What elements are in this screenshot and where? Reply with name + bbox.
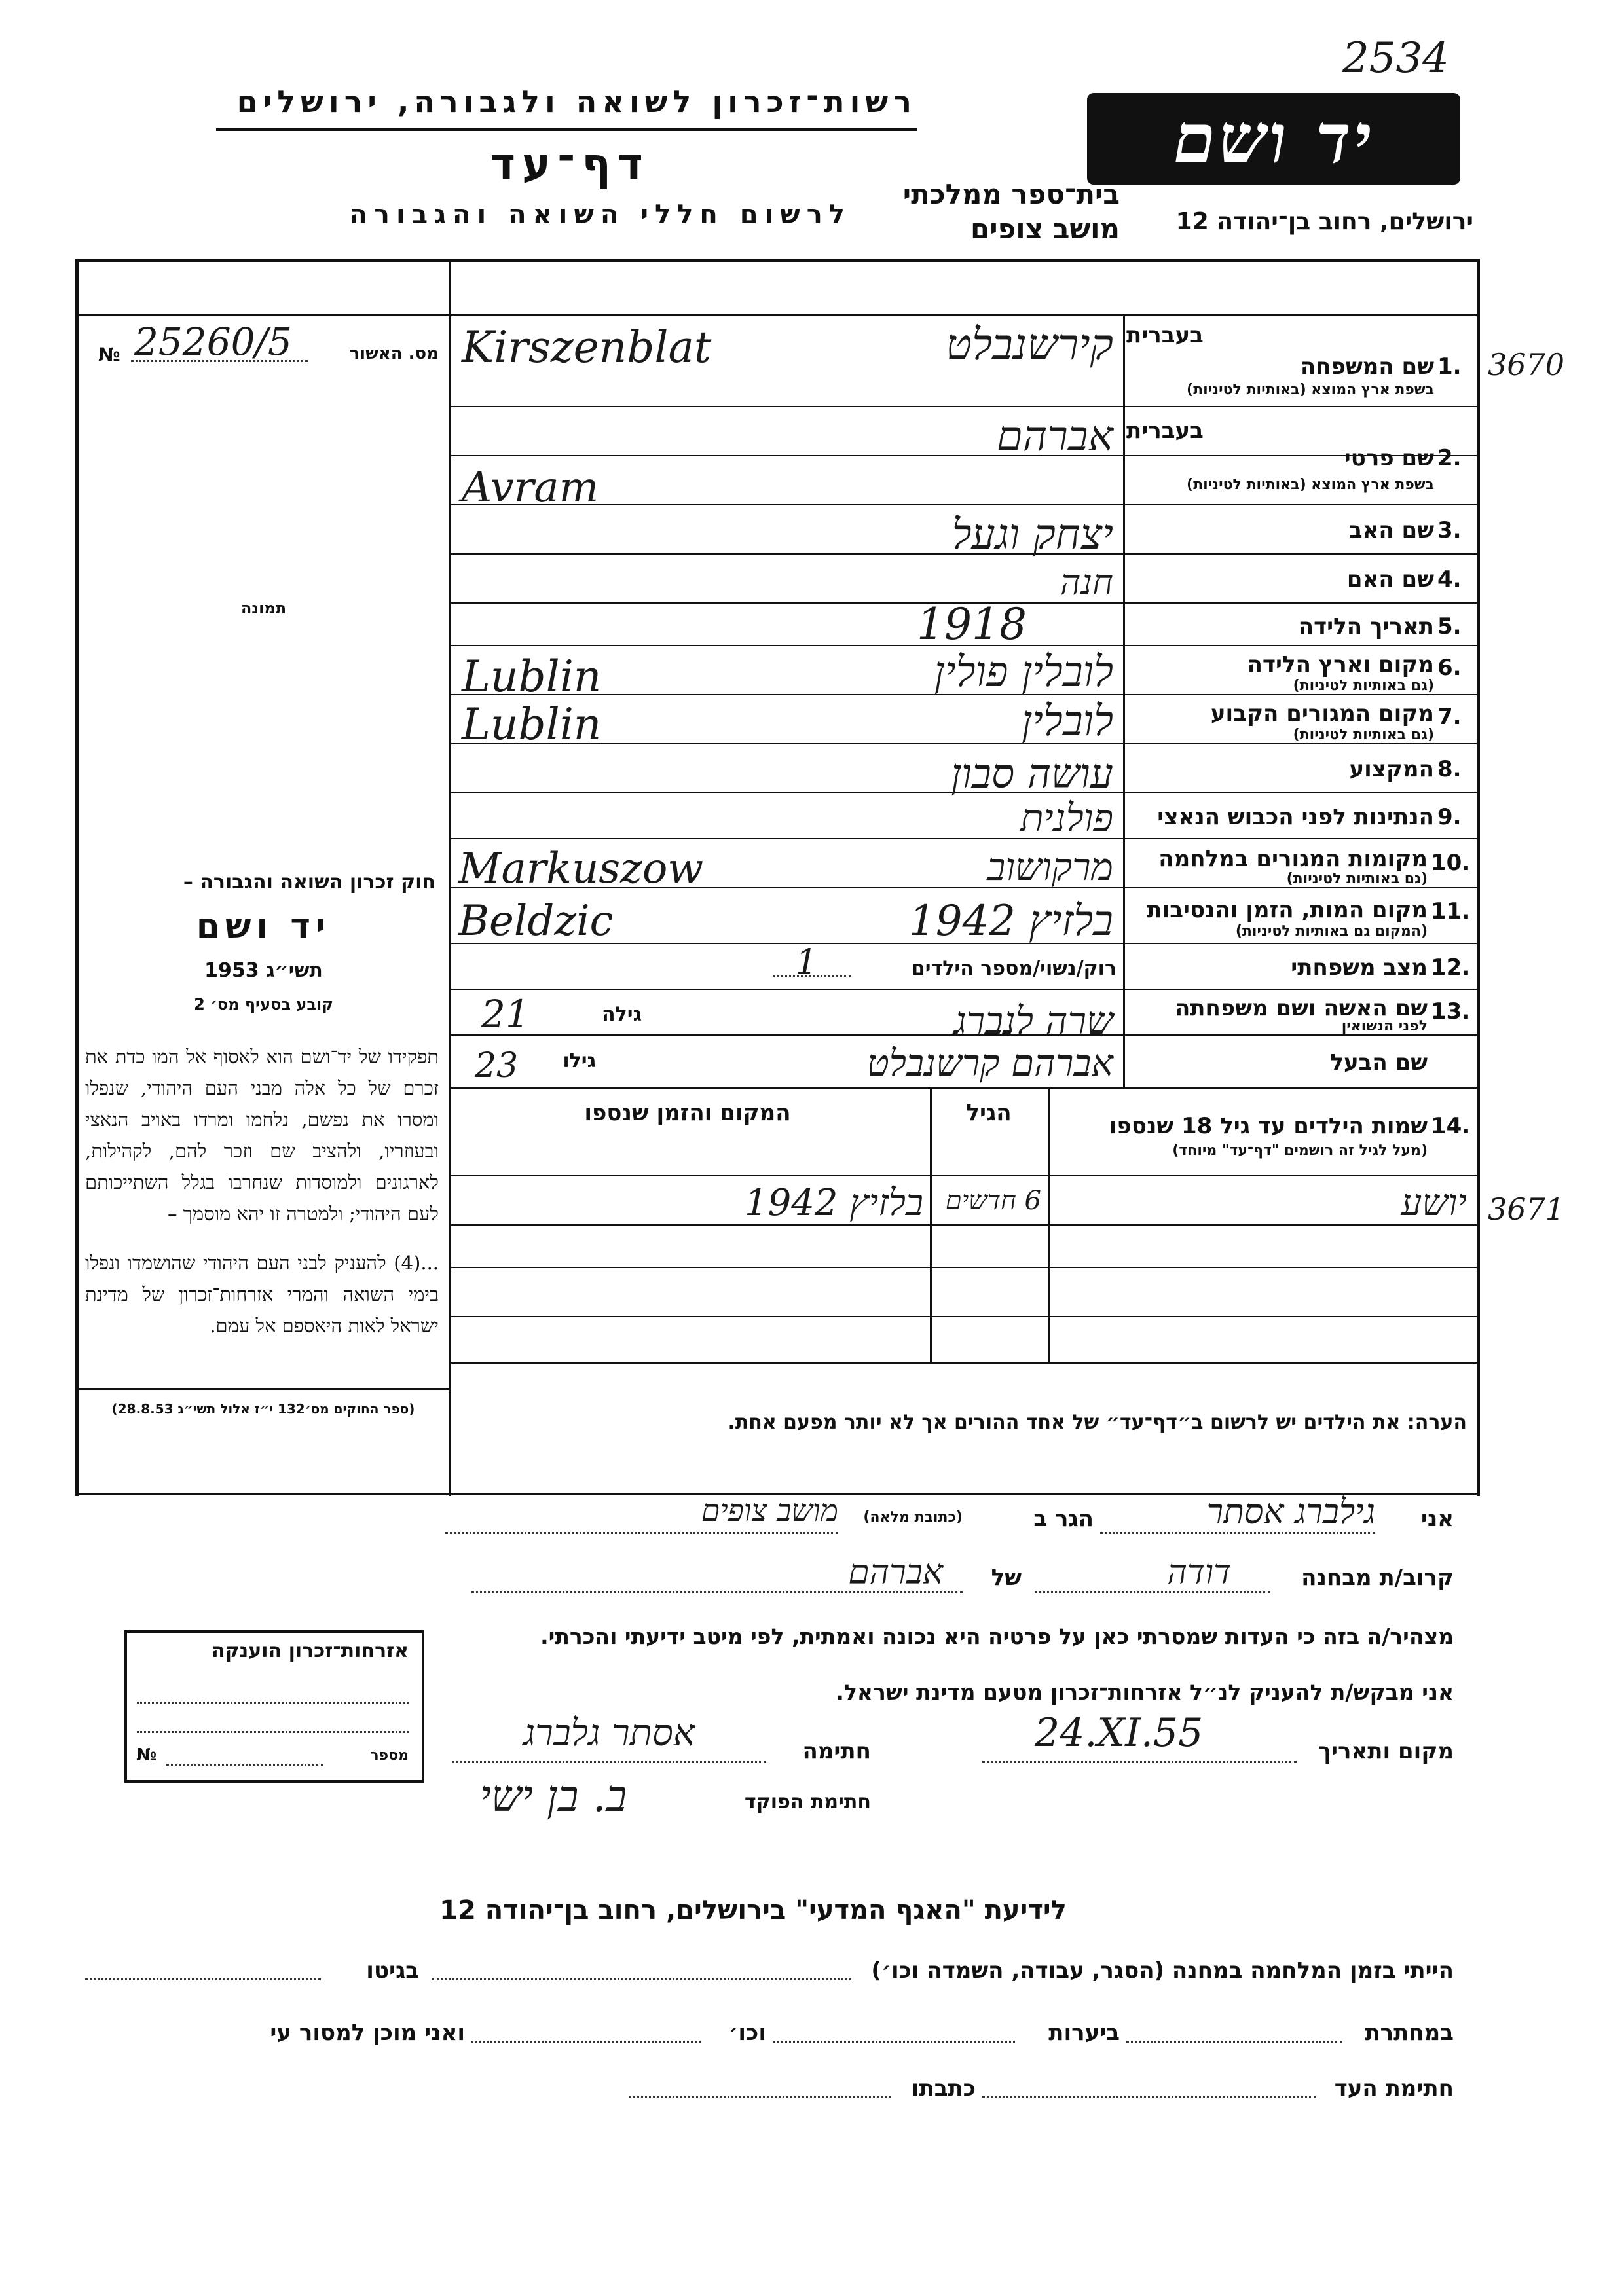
field-7-sub: (גם באותיות לטיניות) <box>1293 727 1434 743</box>
children-row-line <box>451 1316 1477 1317</box>
citizenship-box-number-line <box>166 1764 323 1766</box>
declaration-i: אני <box>1420 1506 1454 1532</box>
field-8-num: 8. <box>1437 756 1462 782</box>
citizenship-box-line <box>137 1702 409 1704</box>
date-value: 24.XI.55 <box>1035 1710 1204 1756</box>
field-14-label: שמות הילדים עד גיל 18 שנספו <box>1109 1113 1428 1139</box>
field-1-sub: בשפת ארץ המוצא (באותיות לטיניות) <box>1187 382 1434 398</box>
field-1-num: 1. <box>1437 354 1462 380</box>
form-title: דף־עד <box>490 139 650 189</box>
signature-value: אסתר גלברג <box>523 1712 695 1755</box>
husband-label: שם הבעל <box>1330 1049 1428 1076</box>
in-hebrew-2: בעברית <box>1126 418 1204 444</box>
field-2-num: 2. <box>1437 445 1462 471</box>
bottom-line3-a: חתימת העד <box>1334 2075 1454 2102</box>
field-6-sub: (גם באותיות לטיניות) <box>1293 678 1434 694</box>
field-11-sub: (המקום גם באותיות לטיניות) <box>1235 923 1428 939</box>
declaration-address-hint: (כתובת מלאה) <box>863 1509 963 1525</box>
field-7-num: 7. <box>1437 704 1462 730</box>
bottom-line1-end: בגיטו <box>366 1958 419 1984</box>
bottom-line2-fill-b <box>773 2041 1015 2043</box>
field-11-latin-value: Beldzic <box>458 897 614 945</box>
husband-value: אברהם קרשנבלט <box>866 1042 1113 1085</box>
bottom-line3-fill-a <box>982 2096 1316 2098</box>
form-subtitle: לרשום חללי השואה והגבורה <box>349 200 851 230</box>
children-col-age: הגיל <box>966 1100 1012 1126</box>
field-10-label: מקומות המגורים במלחמה <box>1158 846 1428 872</box>
field-13-num: 13. <box>1431 998 1471 1025</box>
bottom-title: לידיעת "האגף המדעי" בירושלים, רחוב בן־יהודה 12 <box>439 1895 1067 1925</box>
bottom-line1-fill-2 <box>85 1978 321 1980</box>
yad-vashem-logo <box>1087 93 1460 185</box>
declaration-residing: הגר ב <box>1033 1506 1094 1532</box>
declaration-address: מושב צופים <box>701 1493 838 1528</box>
place-date-line <box>982 1761 1297 1763</box>
field-9-num: 9. <box>1437 804 1462 830</box>
field-5-num: 5. <box>1437 613 1462 640</box>
place-date-label: מקום ותאריך <box>1318 1738 1454 1764</box>
field-9-value: פולנית <box>1020 795 1113 840</box>
husband-age-label: גילו <box>563 1049 596 1072</box>
field-10-sub: (גם באותיות לטיניות) <box>1286 871 1428 887</box>
field-12-label: מצב משפחתי <box>1291 955 1428 981</box>
field-11-num: 11. <box>1431 898 1471 924</box>
field-12-desc: רוק/נשוי/מספר הילדים <box>911 957 1116 980</box>
field-13-sub: לפני הנשואין <box>1341 1018 1428 1034</box>
officer-signature-label: חתימת הפוקד <box>745 1791 871 1813</box>
law-text-1: תפקידו של יד־ושם הוא לאסוף אל המו כדת את זכרם של כל אלה מבני העם היהודי, שנפלו ומסרו את נפשם, נלחמו ומרדו באויב הנאצי ובעוזריו, ולהציב שם וזכר להם, לקהילות, לארגונים ולמוסדות שנחרבו בגלל השתייכותם לעם היהודי; ולמטרה זו יהא מוסמך – <box>85 1046 439 1225</box>
field-8-label: המקצוע <box>1349 756 1434 782</box>
of-value: אברהם <box>848 1553 943 1592</box>
row-line <box>451 406 1477 407</box>
field-6-latin-value: Lublin <box>462 651 602 702</box>
no-symbol: № <box>98 344 120 365</box>
field-12-value: 1 <box>796 943 818 982</box>
page-number: 2534 <box>1342 34 1449 82</box>
field-13-age-label: גילה <box>602 1003 642 1026</box>
photo-label: תמונה <box>240 599 287 617</box>
law-section: קובע בסעיף מס׳ 2 <box>194 995 333 1013</box>
husband-age-value: 23 <box>475 1046 519 1085</box>
margin-number-2: 3671 <box>1488 1192 1565 1227</box>
field-3-value: יצחק וגעל <box>951 511 1113 559</box>
field-1-label: שם המשפחה <box>1300 354 1434 380</box>
field-7-hebrew-value: לובלין <box>1021 697 1113 746</box>
field-2-hebrew-value: אברהם <box>996 412 1113 461</box>
children-row-line <box>451 1224 1477 1226</box>
field-12-num: 12. <box>1431 955 1471 981</box>
of-label: של <box>991 1565 1022 1591</box>
field-3-num: 3. <box>1437 517 1462 543</box>
children-col-place: המקום והזמן שנספו <box>584 1100 791 1126</box>
signature-line <box>452 1761 766 1763</box>
field-4-label: שם האם <box>1346 566 1434 592</box>
law-year: תשי״ג 1953 <box>204 959 323 982</box>
field-5-value: 1918 <box>917 599 1027 649</box>
relative-label: קרוב/ת מבחנה <box>1301 1565 1454 1591</box>
field-7-label: מקום המגורים הקבוע <box>1210 701 1434 727</box>
child-name-value: יושע <box>1401 1182 1467 1224</box>
declaration-name-line <box>1100 1532 1375 1534</box>
citizenship-box-number: מספר <box>370 1747 409 1764</box>
panel-divider <box>449 259 451 1496</box>
row-line <box>451 989 1477 990</box>
field-2-label: שם פרטי <box>1344 445 1434 471</box>
authority-name: רשות־זכרון לשואה ולגבורה, ירושלים <box>236 84 917 119</box>
field-1-latin-value: Kirszenblat <box>462 322 712 373</box>
declaration-address-line <box>445 1532 838 1534</box>
header-row-bottom <box>79 314 1477 316</box>
children-row-line <box>451 1362 1477 1364</box>
child-age-value: 6 חדשים <box>945 1186 1041 1216</box>
field-10-num: 10. <box>1431 850 1471 876</box>
bottom-line1-fill <box>432 1978 851 1980</box>
field-10-latin-value: Markuszow <box>458 845 704 893</box>
field-13-value: שרה לנברג <box>953 998 1113 1043</box>
bottom-line2-fill-c <box>471 2041 701 2043</box>
signature-label: חתימה <box>802 1738 871 1764</box>
field-7-latin-value: Lublin <box>462 699 602 750</box>
field-6-hebrew-value: לובלין פולין <box>934 648 1113 697</box>
field-3-label: שם האב <box>1348 517 1434 543</box>
bottom-line1: הייתי בזמן המלחמה במחנה (הסגר, עבודה, השמדה וכו׳) <box>871 1958 1454 1984</box>
authority-underline <box>216 128 917 131</box>
in-hebrew-1: בעברית <box>1126 322 1204 348</box>
frame-right <box>1477 259 1480 1496</box>
bottom-line2-b: ביערות <box>1048 2020 1120 2046</box>
stamp-line-2: מושב צופים <box>970 213 1120 245</box>
field-2-sub: בשפת ארץ המוצא (באותיות לטיניות) <box>1187 477 1434 493</box>
stamp-line-1: בית־ספר ממלכתי <box>902 178 1120 210</box>
citizenship-box-title: אזרחות־זכרון הוענקה <box>211 1639 409 1662</box>
law-name: יד ושם <box>196 907 331 946</box>
field-8-value: עושה סבון <box>951 750 1113 797</box>
field-11-value: בלזיץ 1942 <box>909 897 1113 945</box>
bottom-line3-fill-b <box>629 2096 891 2098</box>
logo-text: יד ושם <box>1173 98 1375 179</box>
row-line <box>451 504 1477 505</box>
note-text: הערה: את הילדים יש לרשום ב״דף־עד״ של אחד ההורים אך לא יותר מפעם אחת. <box>728 1411 1467 1434</box>
field-6-label: מקום וארץ הלידה <box>1247 651 1434 678</box>
left-panel-law-divider <box>79 1388 449 1390</box>
officer-signature: ב. בן ישי <box>479 1771 627 1821</box>
law-text-2: ...(4) להעניק לבני העם היהודי שהושמדו ונפלו בימי השואה והמרי אזרחות־זכרון של מדינת ישראל לאות היאספם אל עמם. <box>85 1252 439 1337</box>
children-row-line <box>451 1175 1477 1176</box>
field-2-latin-value: Avram <box>462 464 599 512</box>
children-row-line <box>451 1267 1477 1268</box>
field-5-label: תאריך הלידה <box>1298 613 1434 640</box>
law-title: חוק זכרון השואה והגבורה – <box>183 871 435 894</box>
field-4-num: 4. <box>1437 566 1462 592</box>
field-4-value: חנה <box>1060 562 1113 603</box>
bottom-line3-b: כתבתו <box>911 2075 976 2102</box>
row-line <box>451 1087 1477 1089</box>
bottom-line2-fill-a <box>1126 2041 1342 2043</box>
frame-top <box>75 259 1480 262</box>
field-9-label: הנתינות לפני הכבוש הנאצי <box>1157 804 1434 830</box>
approval-number-value: 25260/5 <box>134 319 292 364</box>
label-column-divider <box>1123 314 1125 1087</box>
bottom-line2-c: וכו׳ <box>728 2020 766 2046</box>
bottom-line2-a: במחתרת <box>1365 2020 1454 2046</box>
field-1-hebrew-value: קירשנבלט <box>946 319 1113 370</box>
field-14-num: 14. <box>1431 1113 1471 1139</box>
field-13-label: שם האשה ושם משפחתה <box>1174 995 1428 1021</box>
field-10-hebrew-value: מרקושוב <box>987 845 1113 889</box>
field-14-sub: (מעל לגיל זה רושמים "דף־עד" מיוחד) <box>1172 1142 1428 1159</box>
field-13-age-value: 21 <box>481 992 530 1036</box>
citizenship-box-no: № <box>136 1745 157 1765</box>
bottom-line2-d: ואני מוכן למסור עי <box>270 2020 465 2046</box>
declaration-request: אני מבקש/ת להעניק לנ״ל אזרחות־זכרון מטעם מדינת ישראל. <box>836 1679 1454 1705</box>
margin-number-1: 3670 <box>1488 347 1565 382</box>
approval-number-label: מס. האשור <box>349 344 439 363</box>
law-reference: (ספר החוקים מס׳132 י״ז אלול תשי״ג 28.8.53) <box>111 1401 415 1417</box>
declaration-name: גילברג אסתר <box>1206 1493 1375 1532</box>
citizenship-box-line <box>137 1731 409 1733</box>
address: ירושלים, רחוב בן־יהודה 12 <box>1175 208 1473 235</box>
child-place-value: בלזיץ 1942 <box>745 1182 923 1224</box>
relative-value: דודה <box>1167 1553 1231 1592</box>
citizenship-box <box>124 1630 424 1783</box>
field-11-label: מקום המות, הזמן והנסיבות <box>1147 897 1428 923</box>
declaration-statement: מצהיר/ה בזה כי העדות שמסרתי כאן על פרטיה היא נכונה ואמתית, לפי מיטב ידיעתי והכרתי. <box>540 1624 1454 1649</box>
field-6-num: 6. <box>1437 655 1462 681</box>
